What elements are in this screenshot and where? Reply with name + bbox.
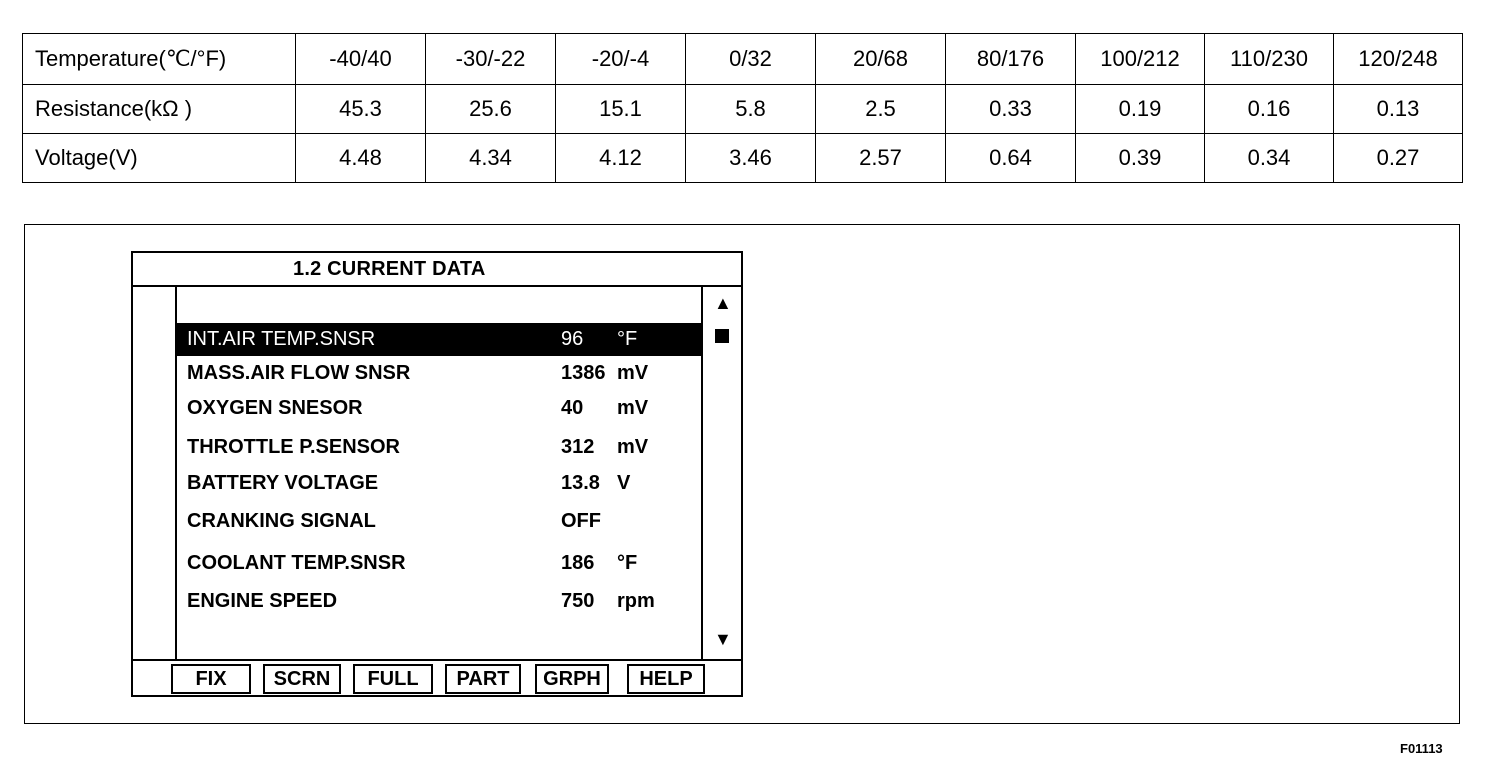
data-label: OXYGEN SNESOR	[187, 397, 363, 419]
data-unit: mV	[617, 436, 649, 458]
softkey-grph-button[interactable]: GRPH	[535, 664, 609, 694]
row-header: Voltage(V)	[23, 134, 296, 183]
spec-cell: 2.57	[816, 134, 946, 183]
data-value: 40	[561, 397, 584, 419]
screen-title: 1.2 CURRENT DATA	[293, 258, 486, 280]
data-row[interactable]	[177, 547, 701, 580]
spec-cell: 0.16	[1205, 85, 1334, 134]
scan-tool-screen	[131, 251, 743, 697]
spec-cell: 15.1	[556, 85, 686, 134]
spec-row	[23, 134, 1463, 183]
spec-table	[22, 33, 1463, 183]
spec-cell: 110/230	[1205, 34, 1334, 85]
spec-cell: 5.8	[686, 85, 816, 134]
data-label: THROTTLE P.SENSOR	[187, 436, 400, 458]
data-label: BATTERY VOLTAGE	[187, 472, 379, 494]
figure-code: F01113	[1400, 741, 1443, 756]
data-row[interactable]	[177, 392, 701, 425]
data-value: 186	[561, 552, 595, 574]
data-row[interactable]	[177, 357, 701, 390]
row-header: Resistance(kΩ )	[23, 85, 296, 134]
data-unit: V	[617, 472, 631, 494]
data-unit: °F	[617, 328, 638, 350]
data-label: CRANKING SIGNAL	[187, 510, 376, 532]
current-data-list	[175, 287, 703, 659]
data-unit: mV	[617, 397, 649, 419]
spec-cell: 0.64	[946, 134, 1076, 183]
spec-cell: 0.19	[1076, 85, 1205, 134]
spec-cell: -30/-22	[426, 34, 556, 85]
spec-cell: 0.33	[946, 85, 1076, 134]
data-value: 1386	[561, 362, 606, 384]
data-row-selected[interactable]	[177, 323, 701, 356]
data-row[interactable]	[177, 505, 701, 538]
spec-row	[23, 85, 1463, 134]
row-header: Temperature(℃/°F)	[23, 34, 296, 85]
spec-cell: 0.39	[1076, 134, 1205, 183]
scroll-down-arrow-icon[interactable]: ▼	[714, 629, 732, 649]
data-value: 750	[561, 590, 595, 612]
data-row[interactable]	[177, 585, 701, 618]
spec-cell: 4.12	[556, 134, 686, 183]
data-label: MASS.AIR FLOW SNSR	[187, 362, 411, 384]
spec-row	[23, 34, 1463, 85]
spec-cell: 20/68	[816, 34, 946, 85]
scan-tool-panel	[24, 224, 1460, 724]
data-label: ENGINE SPEED	[187, 590, 338, 612]
spec-cell: 0.34	[1205, 134, 1334, 183]
spec-cell: 0/32	[686, 34, 816, 85]
data-row[interactable]	[177, 431, 701, 464]
scroll-thumb[interactable]	[715, 329, 729, 343]
scroll-up-arrow-icon[interactable]: ▲	[714, 293, 732, 313]
spec-cell: 120/248	[1334, 34, 1463, 85]
data-row[interactable]	[177, 467, 701, 500]
data-value: 312	[561, 436, 595, 458]
data-unit: mV	[617, 362, 649, 384]
spec-cell: 2.5	[816, 85, 946, 134]
data-unit: rpm	[617, 590, 655, 612]
screen-title-bar	[133, 253, 741, 287]
data-label: COOLANT TEMP.SNSR	[187, 552, 406, 574]
softkey-fix-button[interactable]: FIX	[171, 664, 251, 694]
spec-cell: 0.13	[1334, 85, 1463, 134]
spec-cell: -20/-4	[556, 34, 686, 85]
data-value: 13.8	[561, 472, 600, 494]
spec-cell: -40/40	[296, 34, 426, 85]
softkey-part-button[interactable]: PART	[445, 664, 521, 694]
data-value: 96	[561, 328, 584, 350]
data-label: INT.AIR TEMP.SNSR	[187, 328, 376, 350]
data-unit: °F	[617, 552, 638, 574]
spec-cell: 100/212	[1076, 34, 1205, 85]
spec-cell: 0.27	[1334, 134, 1463, 183]
spec-cell: 80/176	[946, 34, 1076, 85]
softkey-help-button[interactable]: HELP	[627, 664, 705, 694]
spec-cell: 45.3	[296, 85, 426, 134]
data-value: OFF	[561, 510, 601, 532]
scrollbar[interactable]	[703, 287, 741, 659]
softkey-bar	[133, 659, 741, 695]
spec-cell: 25.6	[426, 85, 556, 134]
spec-cell: 3.46	[686, 134, 816, 183]
softkey-scrn-button[interactable]: SCRN	[263, 664, 341, 694]
softkey-full-button[interactable]: FULL	[353, 664, 433, 694]
spec-cell: 4.34	[426, 134, 556, 183]
spec-cell: 4.48	[296, 134, 426, 183]
